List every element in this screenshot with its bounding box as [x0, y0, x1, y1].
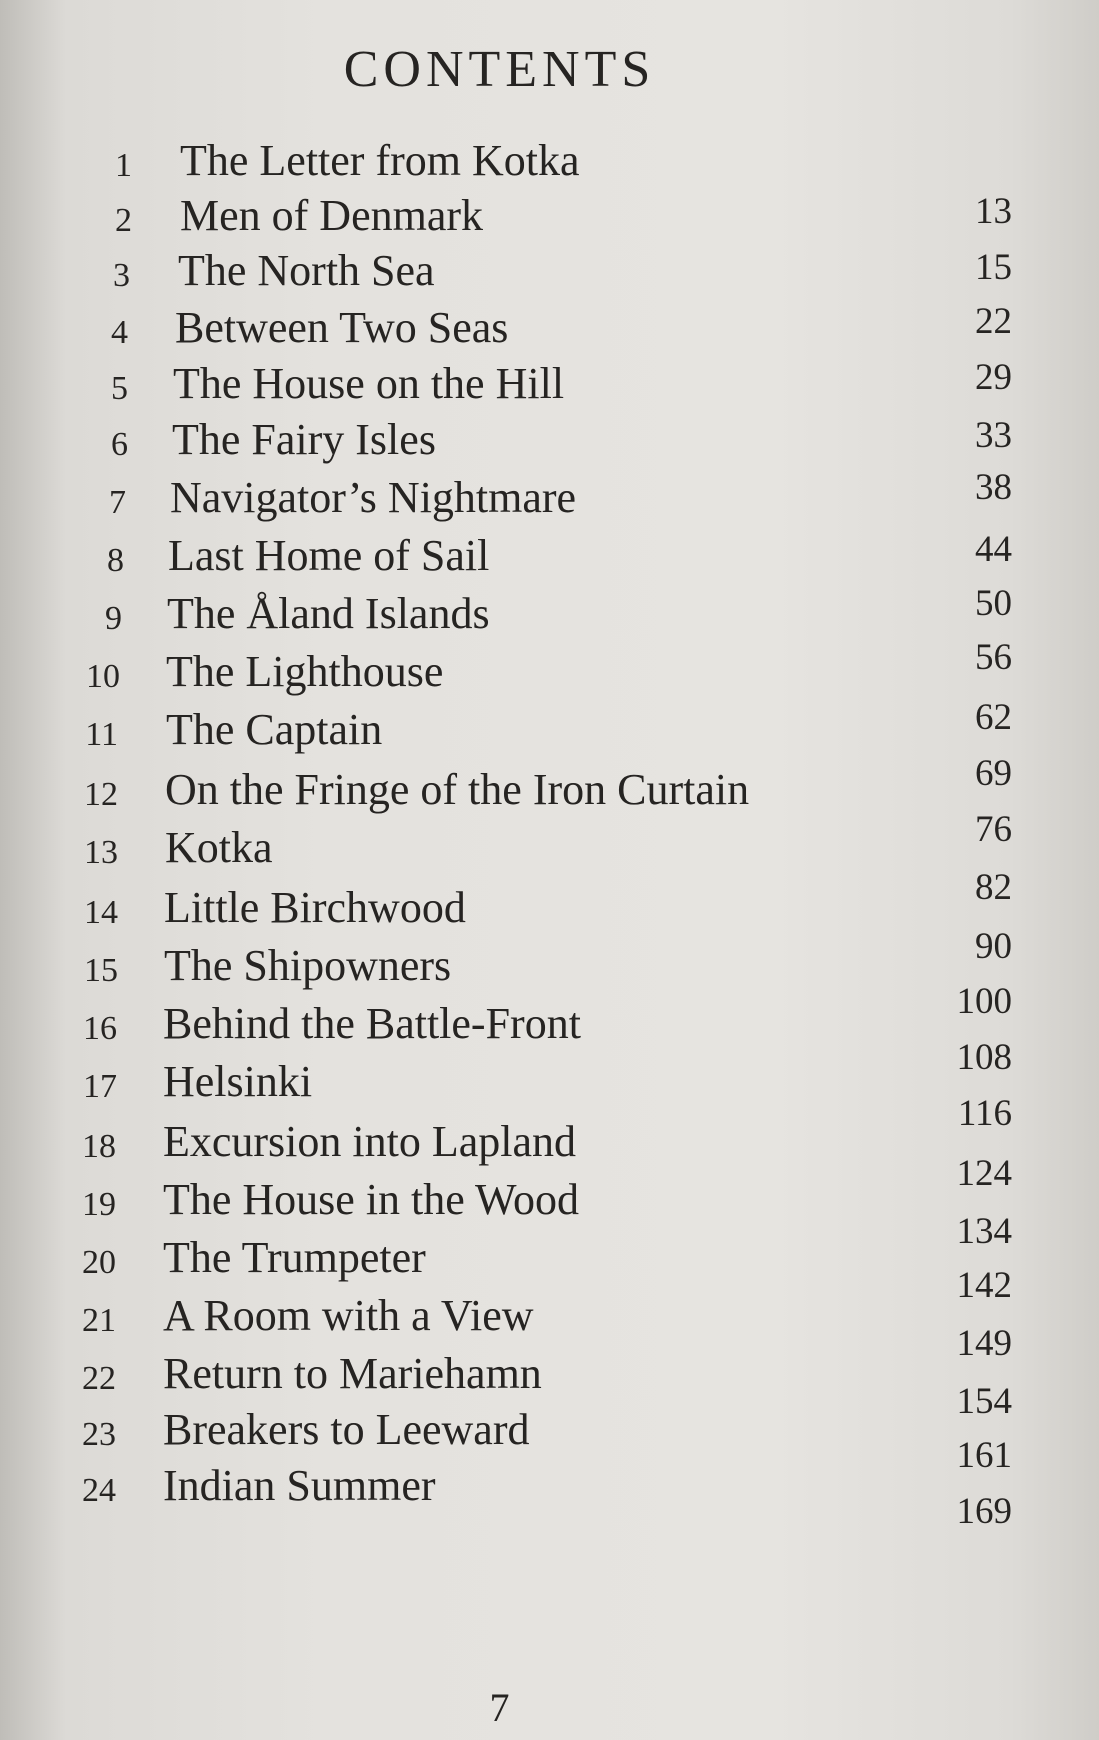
page-number: 38: [975, 467, 1012, 508]
chapter-title: The Captain: [166, 705, 383, 754]
chapter-number: 15: [84, 952, 118, 989]
toc-entry: [0, 358, 1099, 418]
chapter-title: The Lighthouse: [166, 647, 444, 696]
chapter-title: The House on the Hill: [173, 359, 565, 408]
chapter-title: A Room with a View: [163, 1291, 534, 1340]
chapter-number: 8: [107, 542, 124, 579]
toc-entry: [0, 135, 1099, 195]
page-number: 62: [975, 697, 1012, 738]
page-number: 149: [956, 1323, 1012, 1364]
chapter-number: 24: [82, 1472, 116, 1509]
chapter-number: 20: [82, 1244, 116, 1281]
page-number: 44: [975, 529, 1012, 570]
page-number: 154: [956, 1381, 1012, 1422]
chapter-title: Return to Mariehamn: [163, 1349, 542, 1398]
page-number: 134: [956, 1211, 1012, 1252]
toc-entry: [0, 245, 1099, 305]
toc-entry: [0, 190, 1099, 250]
chapter-number: 4: [111, 314, 128, 351]
page-number: 161: [956, 1435, 1012, 1476]
page-number: 116: [957, 1093, 1012, 1134]
page-number: 29: [975, 357, 1012, 398]
chapter-title: The Fairy Isles: [172, 415, 436, 464]
toc-entry: [0, 414, 1099, 474]
page-folio: 7: [489, 1685, 510, 1730]
chapter-title: Kotka: [165, 823, 273, 872]
chapter-title: Between Two Seas: [175, 303, 509, 352]
chapter-number: 17: [83, 1068, 117, 1105]
page-number: 76: [975, 809, 1012, 850]
toc-entry: [0, 530, 1099, 590]
chapter-number: 18: [82, 1128, 116, 1165]
chapter-number: 23: [82, 1416, 116, 1453]
chapter-title: Men of Denmark: [180, 191, 484, 240]
chapter-number: 10: [86, 658, 120, 695]
page-number: 33: [975, 415, 1012, 456]
page-number: 15: [975, 247, 1012, 288]
chapter-title: The House in the Wood: [163, 1175, 580, 1224]
toc-entry: [0, 472, 1099, 532]
page-number: 82: [975, 867, 1012, 908]
chapter-number: 5: [111, 370, 128, 407]
chapter-number: 3: [113, 257, 130, 294]
chapter-number: 14: [84, 894, 118, 931]
chapter-title: The Åland Islands: [167, 589, 490, 638]
page-number: 108: [956, 1037, 1012, 1078]
toc-entry: [0, 302, 1099, 362]
chapter-number: 2: [115, 202, 132, 239]
contents-heading: CONTENTS: [343, 41, 656, 98]
page-number: 90: [975, 926, 1012, 967]
chapter-title: The Trumpeter: [163, 1233, 426, 1282]
chapter-title: The North Sea: [178, 246, 435, 295]
chapter-number: 6: [111, 426, 128, 463]
page-number: 100: [956, 981, 1012, 1022]
chapter-title: Navigator’s Nightmare: [170, 473, 577, 522]
chapter-title: Little Birchwood: [164, 883, 466, 932]
chapter-number: 22: [82, 1360, 116, 1397]
page-number: 50: [975, 583, 1012, 624]
chapter-title: The Shipowners: [164, 941, 452, 990]
page-number: 56: [975, 637, 1012, 678]
chapter-number: 7: [109, 484, 126, 521]
page-number: 169: [956, 1491, 1012, 1532]
chapter-title: Helsinki: [163, 1057, 313, 1106]
chapter-title: Behind the Battle-Front: [163, 999, 581, 1048]
chapter-title: The Letter from Kotka: [180, 136, 580, 185]
chapter-number: 16: [83, 1010, 117, 1047]
page-number: 13: [975, 191, 1012, 232]
chapter-number: 21: [82, 1302, 116, 1339]
chapter-number: 12: [84, 776, 118, 813]
chapter-number: 9: [105, 600, 122, 637]
chapter-number: 1: [115, 147, 132, 184]
chapter-title: On the Fringe of the Iron Curtain: [165, 765, 750, 814]
chapter-title: Excursion into Lapland: [163, 1117, 577, 1166]
page-number: 22: [975, 301, 1012, 342]
chapter-number: 13: [84, 834, 118, 871]
chapter-title: Indian Summer: [163, 1461, 436, 1510]
chapter-number: 19: [82, 1186, 116, 1223]
page-number: 142: [956, 1265, 1012, 1306]
chapter-title: Breakers to Leeward: [163, 1405, 530, 1454]
page-number: 124: [956, 1153, 1012, 1194]
page-number: 69: [975, 753, 1012, 794]
chapter-title: Last Home of Sail: [168, 531, 490, 580]
chapter-number: 11: [85, 716, 118, 753]
